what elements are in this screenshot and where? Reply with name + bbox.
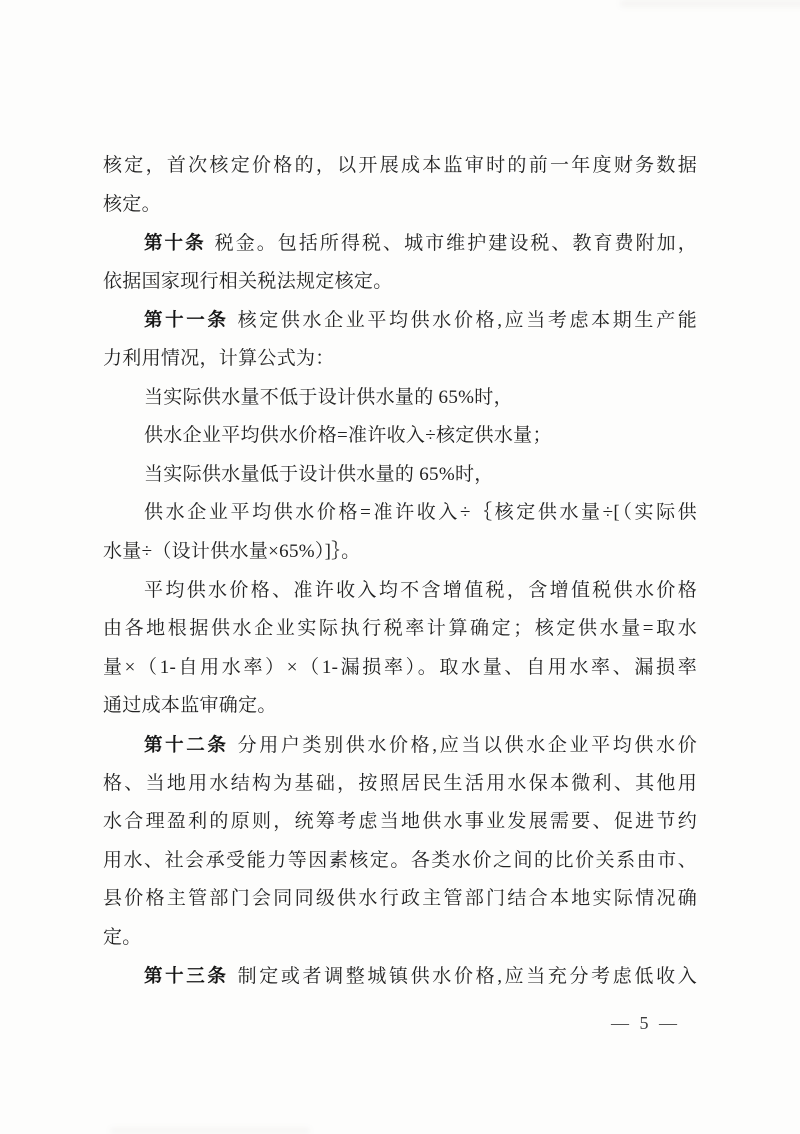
article-heading: 第十一条 (144, 309, 229, 331)
article-heading: 第十条 (144, 232, 206, 254)
text-line: 核定，首次核定价格的，以开展成本监审时的前一年度财务数据 (103, 155, 697, 176)
article-heading: 第十二条 (144, 733, 229, 755)
document-body (103, 147, 697, 996)
article-heading: 第十三条 (144, 965, 229, 987)
text-line: 水量÷（设计供水量×65%）]｝。 (103, 540, 361, 562)
page-number: — 5 — (611, 1013, 680, 1033)
scan-artifact-bottom (110, 1128, 310, 1134)
text-line: 供水企业平均供水价格=准许收入÷核定供水量； (144, 425, 552, 447)
text-line: 水合理盈利的原则，统筹考虑当地供水事业发展需要、促进节约 (103, 811, 697, 833)
text-line: 供水企业平均供水价格=准许收入÷｛核定供水量÷[（实际供 (144, 502, 697, 524)
text-line: 用水、社会承受能力等因素核定。各类水价之间的比价关系由市、 (103, 849, 697, 871)
text-line: 定。 (103, 926, 142, 948)
text-line: 格、当地用水结构为基础，按照居民生活用水保本微利、其他用 (103, 772, 697, 794)
text-line: 第十三条 制定或者调整城镇供水价格,应当充分考虑低收入 (144, 965, 698, 988)
text-line: 核定。 (103, 193, 161, 215)
text-line: 第十二条 分用户类别供水价格,应当以供水企业平均供水价 (144, 733, 698, 756)
text-line: 县价格主管部门会同同级供水行政主管部门结合本地实际情况确 (103, 888, 697, 910)
text-line: 当实际供水量低于设计供水量的 65%时， (144, 463, 494, 485)
text-line: 当实际供水量不低于设计供水量的 65%时， (144, 386, 513, 408)
text-line: 由各地根据供水企业实际执行税率计算确定；核定供水量=取水 (103, 618, 697, 640)
text-line: 第十一条 核定供水企业平均供水价格,应当考虑本期生产能 (144, 309, 698, 332)
text-line: 依据国家现行相关税法规定核定。 (103, 270, 393, 292)
text-line: 通过成本监审确定。 (103, 695, 277, 717)
text-line: 第十条 税金。包括所得税、城市维护建设税、教育费附加， (144, 232, 698, 255)
text-line: 平均供水价格、准许收入均不含增值税，含增值税供水价格 (144, 579, 697, 601)
scan-artifact-top (620, 0, 800, 7)
text-line: 力利用情况，计算公式为： (103, 347, 335, 369)
text-line: 量×（1-自用水率）×（1-漏损率）。取水量、自用水率、漏损率 (103, 656, 697, 678)
